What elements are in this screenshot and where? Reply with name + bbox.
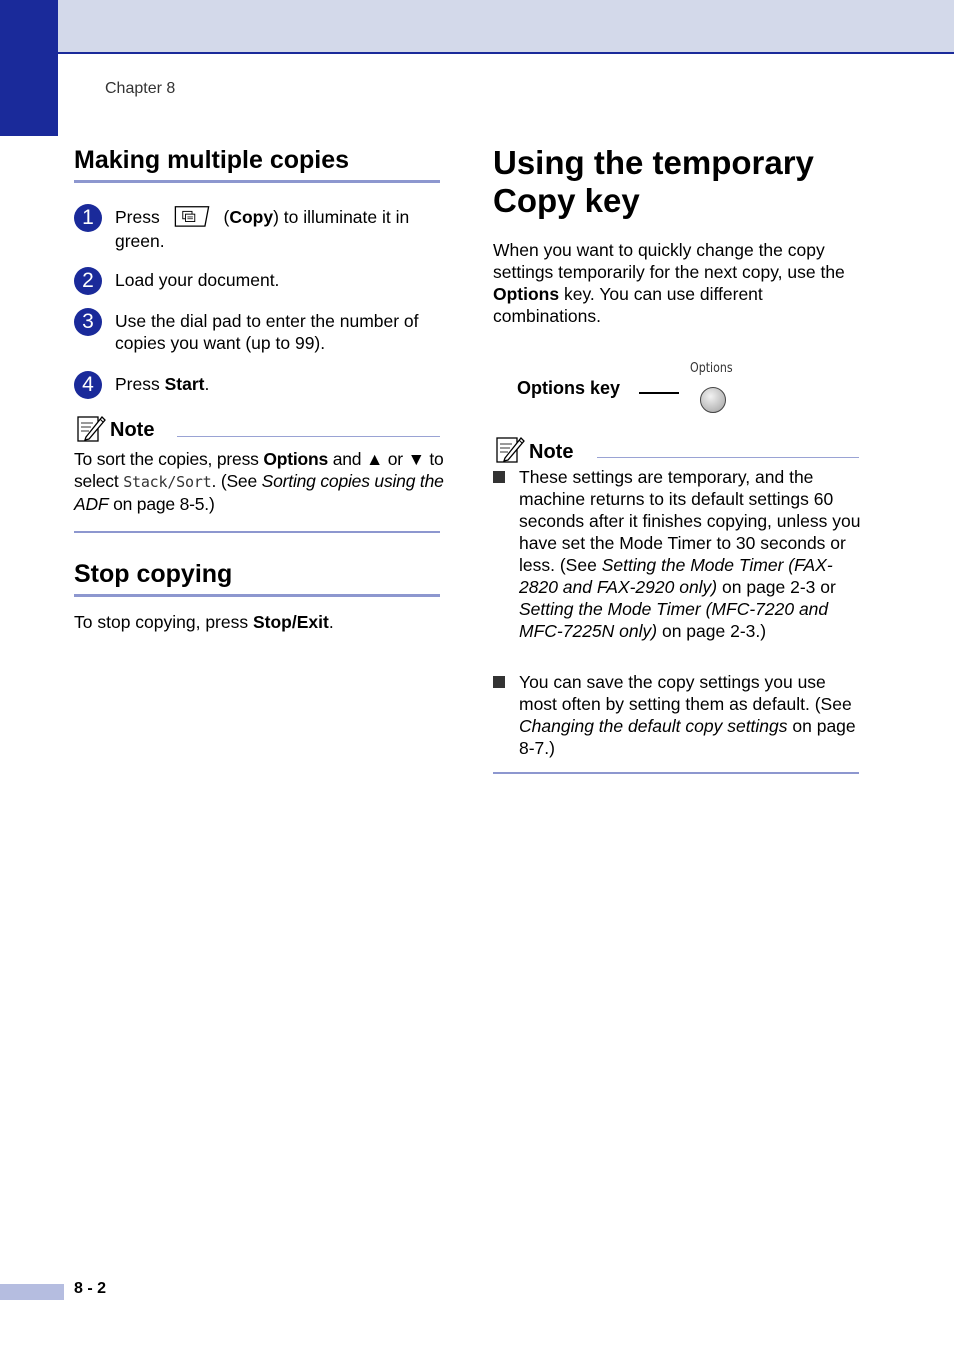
note-pencil-icon xyxy=(495,434,525,464)
step-1: 1 Press (Copy) to illuminate it in green. xyxy=(74,206,444,252)
note-bullet: These settings are temporary, and the machine returns to its default settings 60 seconds after it finishes copying, unless you have set the Mode Timer to 30 seconds or less. (See Setting the Mode Timer (FAX-2820 and FAX-2920 only) on page 2-3 or Setting the Mode Timer (MFC-7220 and MFC-7225N only) on page 2-3.) xyxy=(493,466,863,642)
note-text: To sort the copies, press Options and ▲ or ▼ to select Stack/Sort. (See Sorting copies using the ADF on page 8-5.) xyxy=(74,449,444,514)
note-rule xyxy=(597,457,859,458)
page-number: 8 - 2 xyxy=(74,1280,107,1297)
stop-copying-text: To stop copying, press Stop/Exit. xyxy=(74,612,334,632)
step-4: 4 Press Start. xyxy=(74,373,444,395)
step-3: 3 Use the dial pad to enter the number of copies you want (up to 99). xyxy=(74,310,444,354)
bullet-square-icon xyxy=(493,676,505,688)
note-bullet: You can save the copy settings you use most often by setting them as default. (See Changing the default copy settings on page 8-7.) xyxy=(493,671,863,759)
section-title-stop-copying: Stop copying xyxy=(74,560,233,588)
chapter-label: Chapter 8 xyxy=(105,80,176,97)
chapter-tab xyxy=(0,0,58,136)
options-key-label: Options key xyxy=(517,378,621,398)
callout-line xyxy=(639,392,679,394)
step-number: 4 xyxy=(74,371,102,399)
step-number: 1 xyxy=(74,204,102,232)
page-title: Using the temporary Copy key xyxy=(493,144,814,219)
step-number: 2 xyxy=(74,267,102,295)
section-rule xyxy=(74,594,440,597)
section-rule xyxy=(74,180,440,183)
note-end-rule xyxy=(74,531,440,533)
note-pencil-icon xyxy=(76,413,106,443)
note-rule xyxy=(177,436,440,437)
bullet-square-icon xyxy=(493,471,505,483)
note-heading: Note xyxy=(529,441,574,463)
footer-band xyxy=(0,1284,64,1300)
options-caption: Options xyxy=(690,361,733,376)
note-end-rule xyxy=(493,772,859,774)
header-band xyxy=(58,0,954,54)
note-heading: Note xyxy=(110,419,155,441)
step-number: 3 xyxy=(74,308,102,336)
options-button-icon xyxy=(700,387,726,413)
copy-key-icon xyxy=(173,204,211,228)
section-title-multiple-copies: Making multiple copies xyxy=(74,146,350,174)
intro-text: When you want to quickly change the copy settings temporarily for the next copy, use the Options key. You can use different combinations. xyxy=(493,240,845,326)
step-2: 2 Load your document. xyxy=(74,269,444,291)
